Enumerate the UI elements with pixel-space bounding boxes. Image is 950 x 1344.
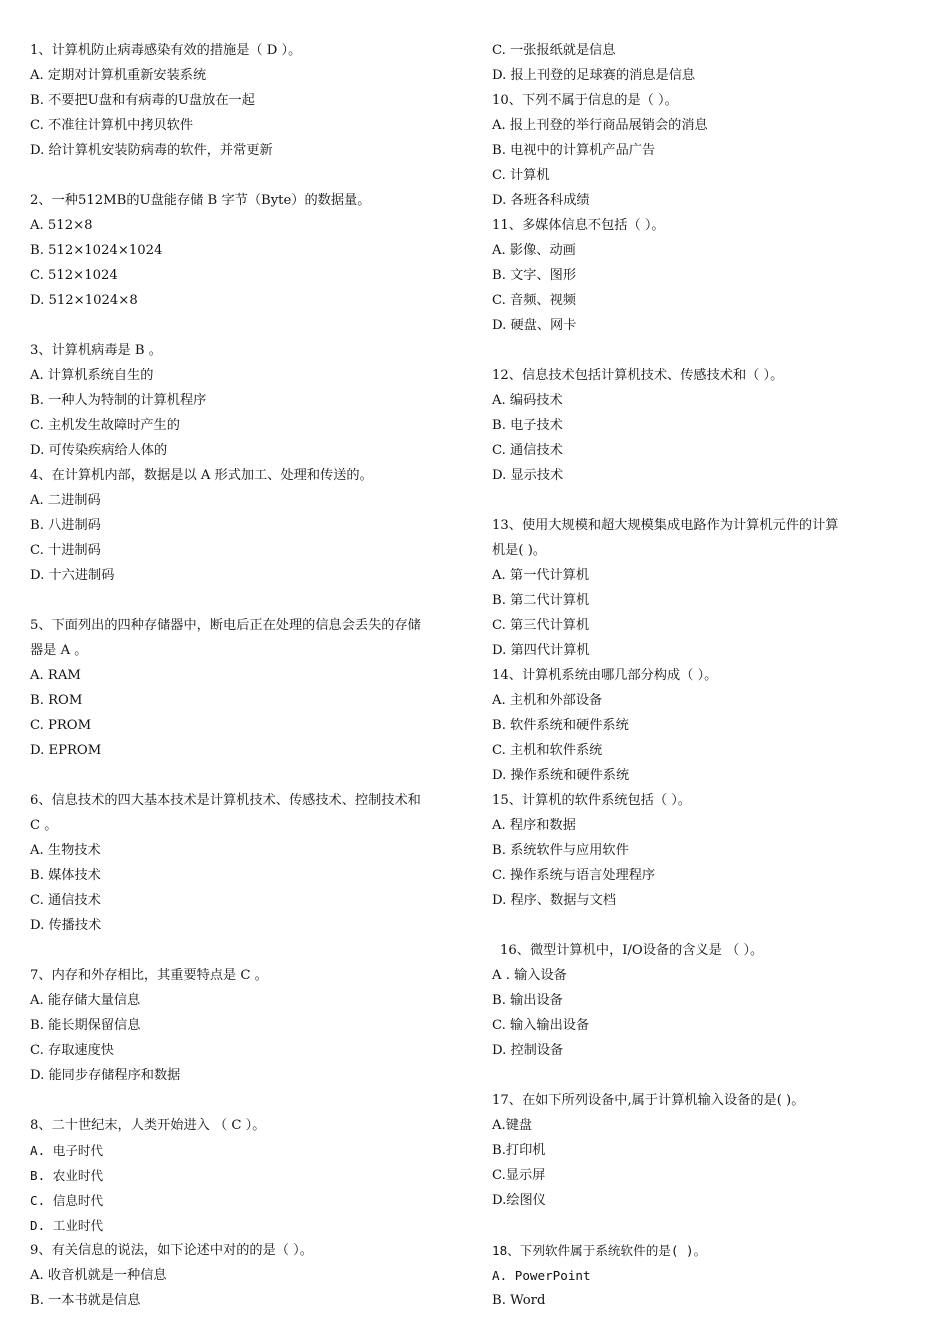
left-line-24: 器是 A 。 <box>30 643 88 658</box>
right-line-20: 机是( )。 <box>492 543 547 558</box>
right-line-23: C. 第三代计算机 <box>492 618 590 633</box>
right-line-10: C. 音频、视频 <box>492 293 576 308</box>
right-line-47 <box>492 1213 932 1238</box>
right-line-1: D. 报上刊登的足球赛的消息是信息 <box>492 68 696 83</box>
right-line-37: A . 输入设备 <box>492 968 567 983</box>
right-line-26: A. 主机和外部设备 <box>492 693 603 708</box>
right-line-42: 17、在如下所列设备中,属于计算机输入设备的是( )。 <box>492 1093 805 1108</box>
left-line-40: C. 存取速度快 <box>30 1043 114 1058</box>
left-line-50: B. 一本书就是信息 <box>30 1293 141 1308</box>
left-line-32: A. 生物技术 <box>30 843 101 858</box>
left-line-13: A. 计算机系统自生的 <box>30 368 154 383</box>
left-line-45: B. 农业时代 <box>30 1168 104 1183</box>
right-line-4: B. 电视中的计算机产品广告 <box>492 143 656 158</box>
left-line-0: 1、计算机防止病毒感染有效的措施是（ D ）。 <box>30 43 302 58</box>
right-line-17: D. 显示技术 <box>492 468 564 483</box>
right-line-6: D. 各班各科成绩 <box>492 193 590 208</box>
right-line-38: B. 输出设备 <box>492 993 563 1008</box>
right-line-16: C. 通信技术 <box>492 443 563 458</box>
left-line-44: A. 电子时代 <box>30 1143 104 1158</box>
left-line-22 <box>30 588 470 613</box>
right-line-13: 12、信息技术包括计算机技术、传感技术和（ ）。 <box>492 368 784 383</box>
right-line-31: A. 程序和数据 <box>492 818 576 833</box>
right-line-43: A.键盘 <box>492 1118 533 1133</box>
right-line-45: C.显示屏 <box>492 1168 546 1183</box>
left-line-27: C. PROM <box>30 718 92 733</box>
left-line-20: C. 十进制码 <box>30 543 101 558</box>
left-line-37: 7、内存和外存相比，其重要特点是 C 。 <box>30 968 268 983</box>
left-line-5 <box>30 163 470 188</box>
right-line-27: B. 软件系统和硬件系统 <box>492 718 629 733</box>
left-line-26: B. ROM <box>30 693 83 708</box>
left-line-9: C. 512×1024 <box>30 268 118 283</box>
right-line-22: B. 第二代计算机 <box>492 593 590 608</box>
left-line-2: B. 不要把U盘和有病毒的U盘放在一起 <box>30 93 255 108</box>
left-line-48: 9、有关信息的说法，如下论述中对的的是（ ）。 <box>30 1243 313 1258</box>
left-line-7: A. 512×8 <box>30 218 93 233</box>
left-line-8: B. 512×1024×1024 <box>30 243 163 258</box>
right-line-24: D. 第四代计算机 <box>492 643 590 658</box>
left-column <box>30 38 470 1313</box>
right-line-2: 10、下列不属于信息的是（ ）。 <box>492 93 678 108</box>
left-line-35: D. 传播技术 <box>30 918 102 933</box>
left-line-23: 5、下面列出的四种存储器中，断电后正在处理的信息会丢失的存储 <box>30 618 421 633</box>
left-line-34: C. 通信技术 <box>30 893 101 908</box>
left-line-49: A. 收音机就是一种信息 <box>30 1268 167 1283</box>
right-line-15: B. 电子技术 <box>492 418 563 433</box>
left-line-16: D. 可传染疾病给人体的 <box>30 443 168 458</box>
left-line-28: D. EPROM <box>30 743 102 758</box>
left-line-41: D. 能同步存储程序和数据 <box>30 1068 181 1083</box>
right-line-14: A. 编码技术 <box>492 393 563 408</box>
right-line-12 <box>492 338 932 363</box>
right-line-41 <box>492 1063 932 1088</box>
left-line-11 <box>30 313 470 338</box>
right-line-39: C. 输入输出设备 <box>492 1018 590 1033</box>
right-line-33: C. 操作系统与语言处理程序 <box>492 868 656 883</box>
right-line-18 <box>492 488 932 513</box>
left-line-19: B. 八进制码 <box>30 518 101 533</box>
right-line-3: A. 报上刊登的举行商品展销会的消息 <box>492 118 708 133</box>
right-column <box>492 38 932 1313</box>
left-line-18: A. 二进制码 <box>30 493 101 508</box>
left-line-15: C. 主机发生故障时产生的 <box>30 418 180 433</box>
right-line-32: B. 系统软件与应用软件 <box>492 843 629 858</box>
left-line-3: C. 不准往计算机中拷贝软件 <box>30 118 194 133</box>
right-line-48: 18、下列软件属于系统软件的是( )。 <box>492 1243 707 1258</box>
right-line-44: B.打印机 <box>492 1143 546 1158</box>
right-line-7: 11、多媒体信息不包括（ ）。 <box>492 218 665 233</box>
left-line-25: A. RAM <box>30 668 81 683</box>
left-line-30: 6、信息技术的四大基本技术是计算机技术、传感技术、控制技术和 <box>30 793 421 808</box>
right-line-8: A. 影像、动画 <box>492 243 576 258</box>
left-line-39: B. 能长期保留信息 <box>30 1018 141 1033</box>
left-line-33: B. 媒体技术 <box>30 868 101 883</box>
left-line-21: D. 十六进制码 <box>30 568 115 583</box>
right-line-36: 16、微型计算机中，I/O设备的含义是 （ ）。 <box>500 943 764 958</box>
left-line-29 <box>30 763 470 788</box>
right-line-0: C. 一张报纸就是信息 <box>492 43 616 58</box>
right-line-40: D. 控制设备 <box>492 1043 564 1058</box>
right-line-29: D. 操作系统和硬件系统 <box>492 768 630 783</box>
left-line-47: D. 工业时代 <box>30 1218 104 1233</box>
right-line-49: A. PowerPoint <box>492 1268 591 1283</box>
right-line-35 <box>492 913 932 938</box>
left-line-43: 8、二十世纪末，人类开始进入 （ C ）。 <box>30 1118 266 1133</box>
left-line-4: D. 给计算机安装防病毒的软件，并常更新 <box>30 143 273 158</box>
right-line-28: C. 主机和软件系统 <box>492 743 603 758</box>
right-line-11: D. 硬盘、网卡 <box>492 318 577 333</box>
left-line-14: B. 一种人为特制的计算机程序 <box>30 393 207 408</box>
right-line-50: B. Word <box>492 1293 546 1308</box>
right-line-9: B. 文字、图形 <box>492 268 577 283</box>
left-line-17: 4、在计算机内部，数据是以 A 形式加工、处理和传送的。 <box>30 468 373 483</box>
left-line-42 <box>30 1088 470 1113</box>
right-line-30: 15、计算机的软件系统包括（ ）。 <box>492 793 691 808</box>
left-line-36 <box>30 938 470 963</box>
right-line-46: D.绘图仪 <box>492 1193 546 1208</box>
left-line-31: C 。 <box>30 818 58 833</box>
left-line-46: C. 信息时代 <box>30 1193 104 1208</box>
left-line-12: 3、计算机病毒是 B 。 <box>30 343 162 358</box>
right-line-21: A. 第一代计算机 <box>492 568 590 583</box>
left-line-1: A. 定期对计算机重新安装系统 <box>30 68 207 83</box>
left-line-38: A. 能存储大量信息 <box>30 993 141 1008</box>
left-line-10: D. 512×1024×8 <box>30 293 138 308</box>
right-line-19: 13、使用大规模和超大规模集成电路作为计算机元件的计算 <box>492 518 839 533</box>
right-line-5: C. 计算机 <box>492 168 550 183</box>
right-line-25: 14、计算机系统由哪几部分构成（ ）。 <box>492 668 718 683</box>
left-line-6: 2、一种512MB的U盘能存储 B 字节（Byte）的数据量。 <box>30 193 371 208</box>
right-line-34: D. 程序、数据与文档 <box>492 893 616 908</box>
